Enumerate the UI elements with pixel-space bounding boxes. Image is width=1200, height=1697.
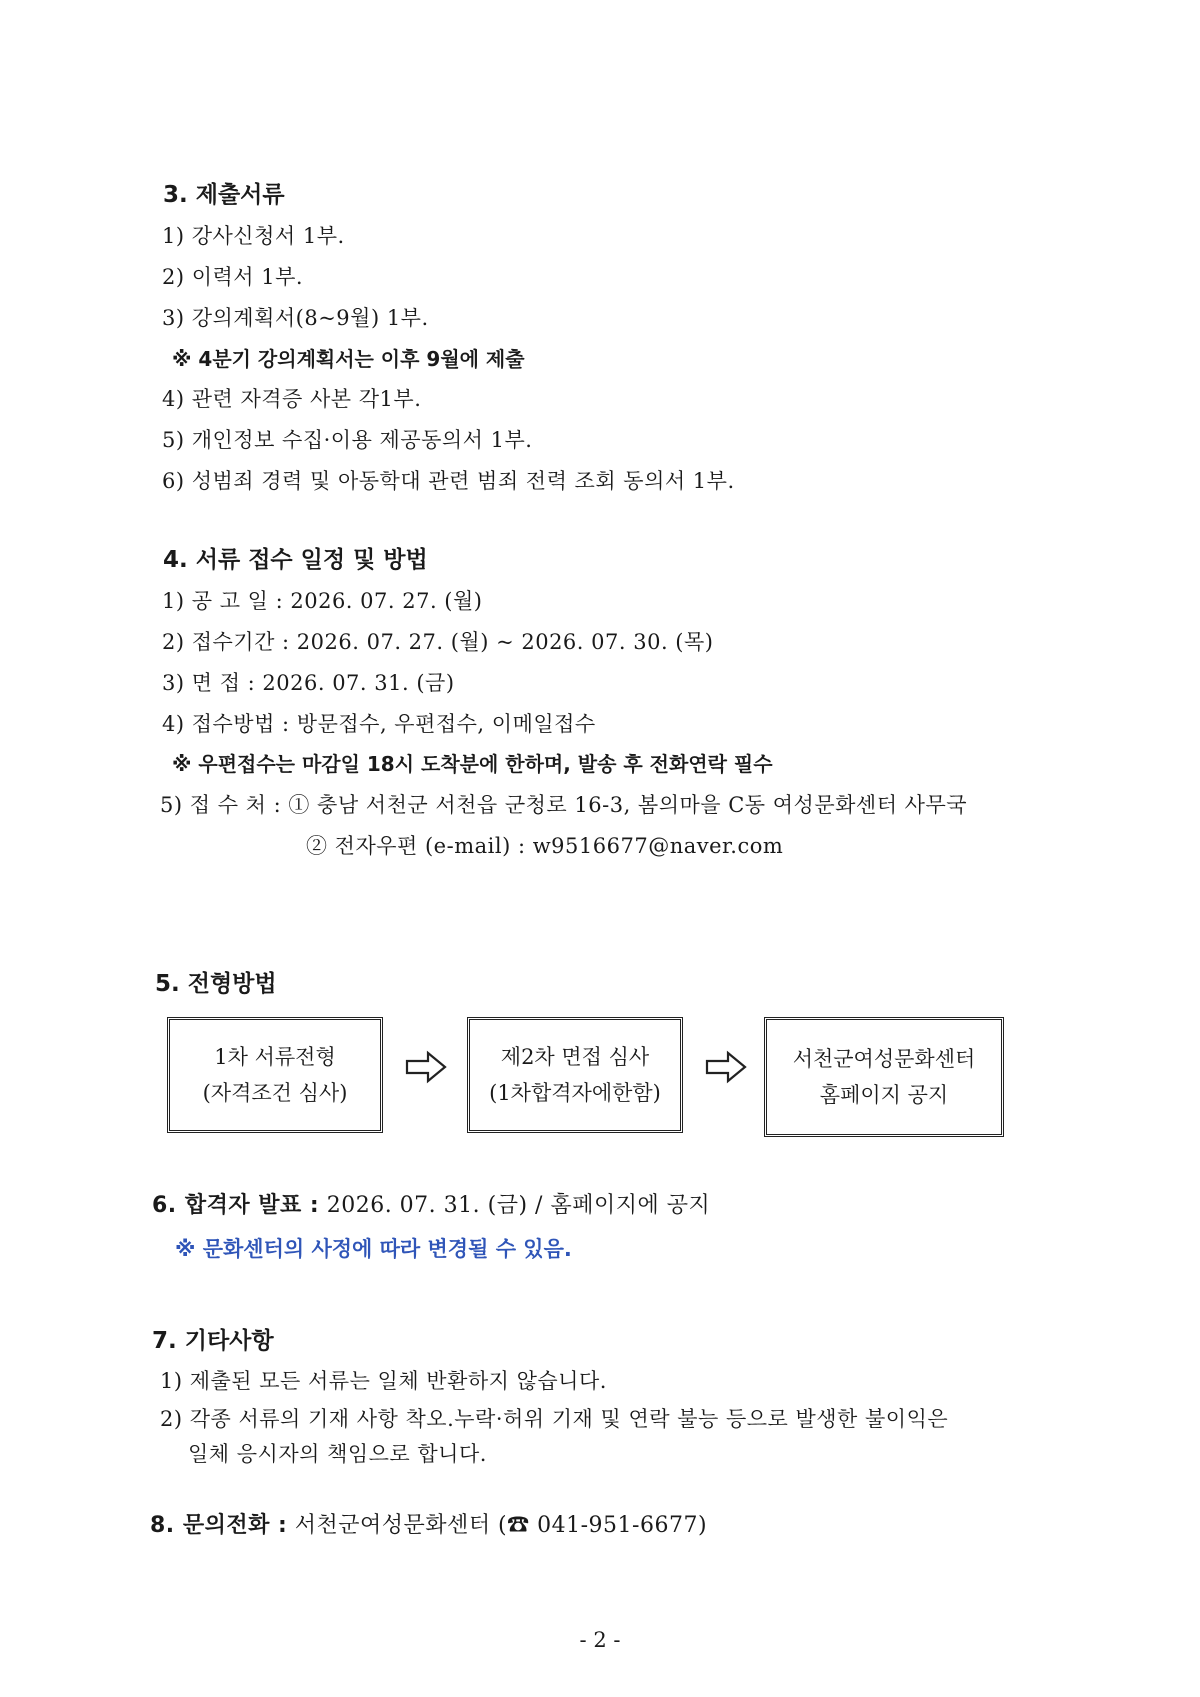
s3-item-1: 1) 강사신청서 1부. [162,224,345,248]
s4-item-1: 1) 공 고 일 : 2026. 07. 27. (월) [162,589,483,613]
flow-step-3-box [764,1017,1004,1137]
s3-item-3: 3) 강의계획서(8~9월) 1부. [162,306,429,330]
s3-item-4: 4) 관련 자격증 사본 각1부. [162,387,422,411]
flow-step-2-box [467,1017,683,1133]
page-number: - 2 - [579,1628,621,1652]
s4-item-5-line-2: ② 전자우편 (e-mail) : w9516677@naver.com [306,834,784,858]
s3-note: ※ 4분기 강의계획서는 이후 9월에 제출 [172,347,525,371]
section-5-title: 5. 전형방법 [155,971,277,997]
section-8-line [150,1508,707,1539]
s6-note: ※ 문화센터의 사정에 따라 변경될 수 있음. [175,1237,572,1261]
s7-item-2-line-2: 일체 응시자의 책임으로 합니다. [188,1442,487,1466]
s3-item-5: 5) 개인정보 수집·이용 제공동의서 1부. [162,428,533,452]
flow-step-3-line-2: 홈페이지 공지 [819,1083,949,1107]
section-6-line [152,1188,710,1219]
flow-step-1-line-1: 1차 서류전형 [214,1045,336,1069]
s4-item-2: 2) 접수기간 : 2026. 07. 27. (월) ~ 2026. 07. 30. (목) [162,630,714,654]
s4-item-5-line-1: 5) 접 수 처 : ① 충남 서천군 서천읍 군청로 16-3, 봄의마을 C동 여성문화센터 사무국 [160,793,968,817]
s3-item-2: 2) 이력서 1부. [162,265,304,289]
flow-step-2-line-2: (1차합격자에한함) [489,1081,661,1105]
flow-step-1-box [167,1017,383,1133]
hollow-right-arrow-icon [405,1050,447,1084]
section-6-title: 6. 합격자 발표 : [152,1193,320,1218]
s3-item-6: 6) 성범죄 경력 및 아동학대 관련 범죄 전력 조회 동의서 1부. [162,469,735,493]
section-8-title: 8. 문의전화 : [150,1513,288,1538]
hollow-right-arrow-icon [705,1050,747,1084]
contact-phone: 서천군여성문화센터 (☎ 041-951-6677) [294,1513,708,1538]
announcement-date: 2026. 07. 31. (금) / 홈페이지에 공지 [326,1193,711,1218]
flow-step-3-line-1: 서천군여성문화센터 [792,1047,976,1071]
s4-item-3: 3) 면 접 : 2026. 07. 31. (금) [162,671,455,695]
section-3-title: 3. 제출서류 [163,182,285,208]
section-7-title: 7. 기타사항 [152,1328,274,1354]
s4-item-4: 4) 접수방법 : 방문접수, 우편접수, 이메일접수 [162,712,596,736]
s7-item-1: 1) 제출된 모든 서류는 일체 반환하지 않습니다. [160,1369,607,1393]
s4-note: ※ 우편접수는 마감일 18시 도착분에 한하며, 발송 후 전화연락 필수 [172,752,773,776]
flow-step-1-line-2: (자격조건 심사) [202,1081,348,1105]
section-4-title: 4. 서류 접수 일정 및 방법 [163,547,428,573]
s7-item-2-line-1: 2) 각종 서류의 기재 사항 착오.누락·허위 기재 및 연락 불능 등으로 발생한 불이익은 [160,1407,949,1431]
flow-step-2-line-1: 제2차 면접 심사 [500,1045,650,1069]
